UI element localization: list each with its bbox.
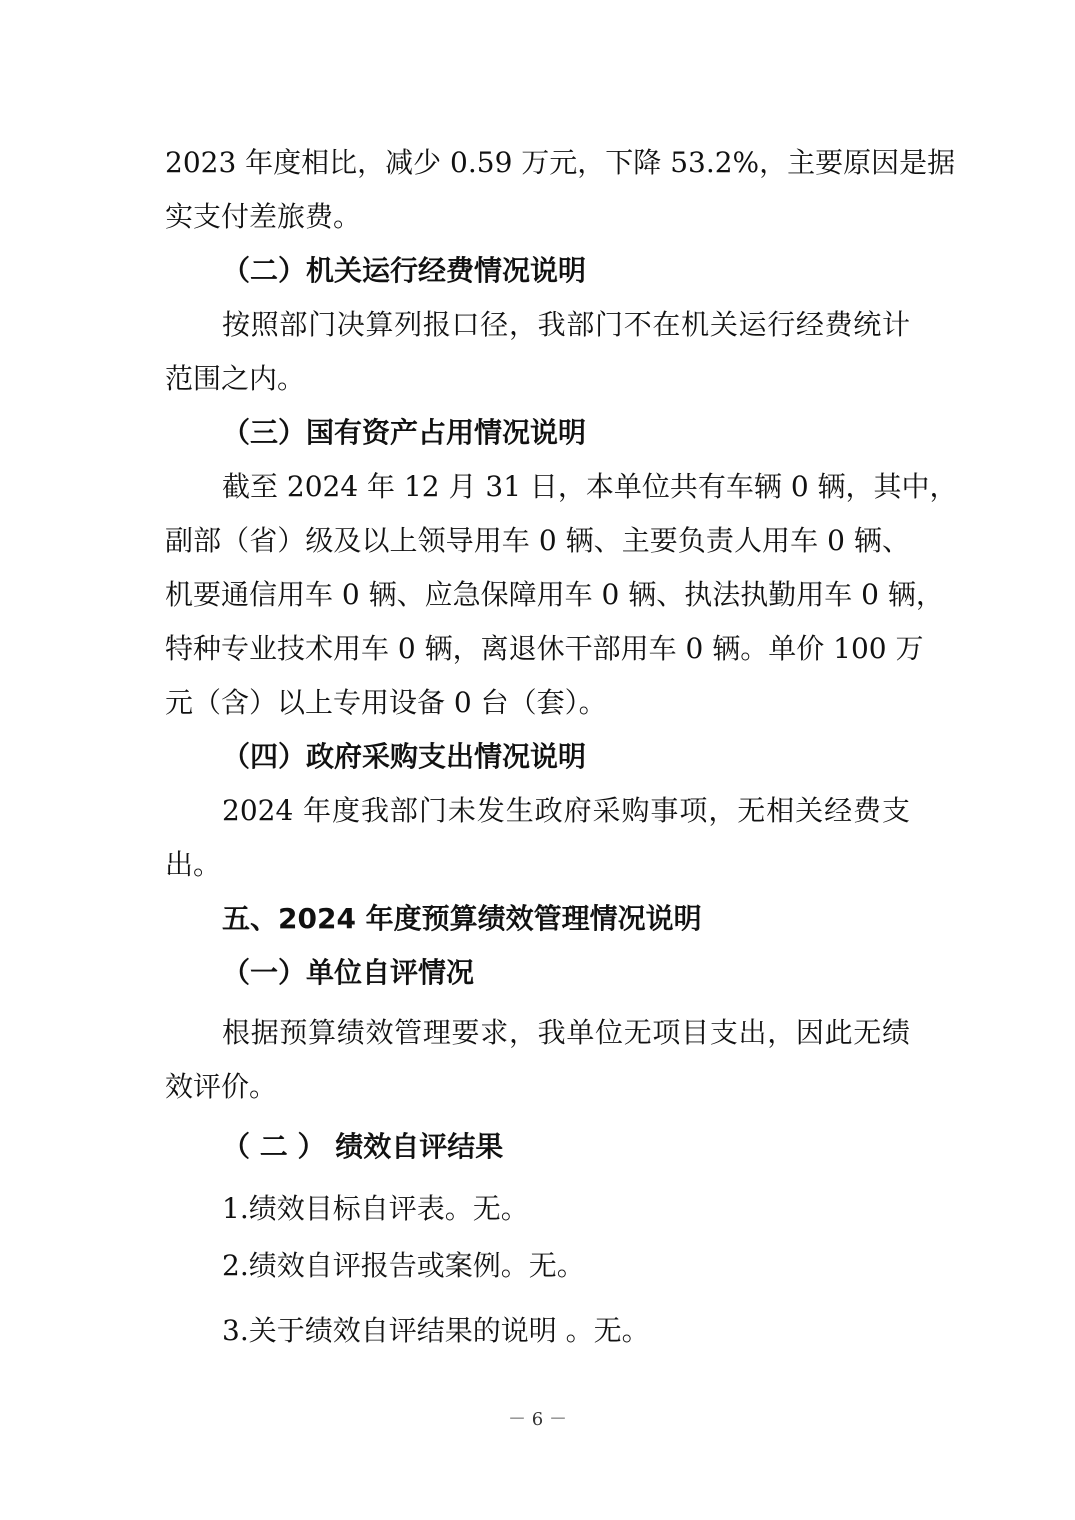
section-heading: （二）机关运行经费情况说明	[222, 254, 587, 287]
chapter-heading: 五、2024 年度预算绩效管理情况说明	[222, 902, 702, 935]
paragraph-line: 效评价。	[165, 1070, 278, 1103]
paragraph-line: 2024 年度我部门未发生政府采购事项，无相关经费支	[222, 794, 910, 827]
section-heading: （三）国有资产占用情况说明	[222, 416, 587, 449]
list-item: 2.绩效自评报告或案例。无。	[222, 1249, 585, 1282]
paragraph-line: 机要通信用车 0 辆、应急保障用车 0 辆、执法执勤用车 0 辆，	[165, 578, 944, 611]
section-heading: （一）单位自评情况	[222, 956, 475, 989]
paragraph-line: 截至 2024 年 12 月 31 日，本单位共有车辆 0 辆，其中，	[222, 470, 958, 503]
list-item: 3.关于绩效自评结果的说明 。无。	[222, 1314, 650, 1347]
paragraph-line: 根据预算绩效管理要求，我单位无项目支出，因此无绩	[222, 1016, 910, 1049]
paragraph-line: 实支付差旅费。	[165, 200, 362, 233]
paragraph-line: 出。	[165, 848, 222, 881]
section-heading: （四）政府采购支出情况说明	[222, 740, 587, 773]
paragraph-line: 范围之内。	[165, 362, 306, 395]
paragraph-line: 按照部门决算列报口径，我部门不在机关运行经费统计	[222, 308, 910, 341]
section-heading: （ 二 ） 绩效自评结果	[222, 1130, 504, 1163]
paragraph-line: 副部（省）级及以上领导用车 0 辆、主要负责人用车 0 辆、	[165, 524, 910, 557]
paragraph-line: 2023 年度相比，减少 0.59 万元，下降 53.2%，主要原因是据	[165, 146, 956, 179]
paragraph-line: 元（含）以上专用设备 0 台（套）。	[165, 686, 607, 719]
page-number: － 6 －	[508, 1409, 567, 1430]
list-item: 1.绩效目标自评表。无。	[222, 1192, 529, 1225]
paragraph-line: 特种专业技术用车 0 辆，离退休干部用车 0 辆。单价 100 万	[165, 632, 924, 665]
